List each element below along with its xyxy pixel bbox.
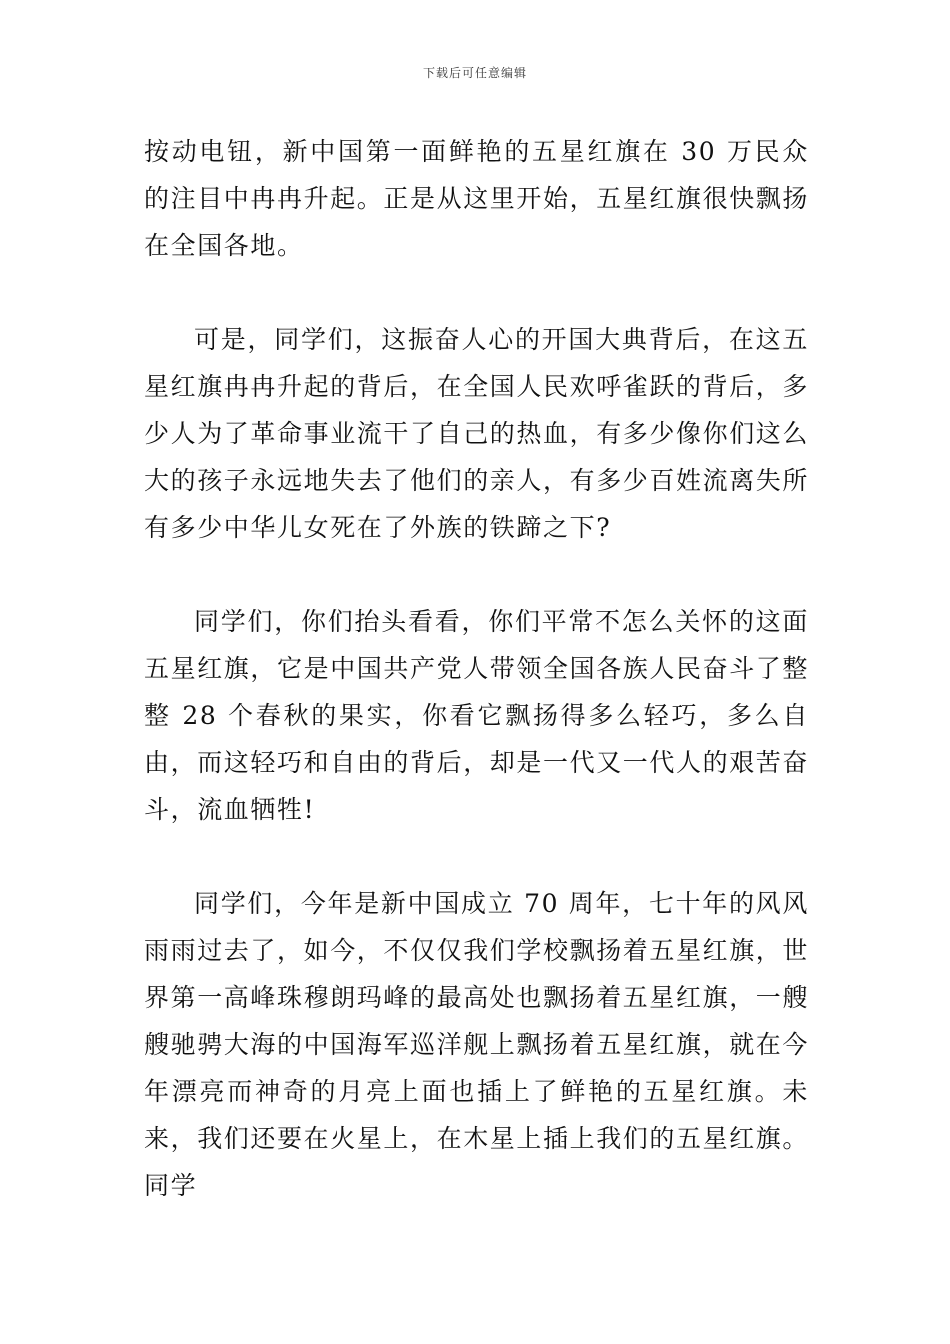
paragraph-3: 同学们，你们抬头看看，你们平常不怎么关怀的这面五星红旗，它是中国共产党人带领全国各族人民奋斗了整整 28 个春秋的果实，你看它飘扬得多么轻巧，多么自由，而这轻巧和自由的背后，却是一代又一代人的艰苦奋斗，流血牺牲! <box>144 607 810 824</box>
paragraph-4: 同学们，今年是新中国成立 70 周年，七十年的风风雨雨过去了，如今，不仅仅我们学校飘扬着五星红旗，世界第一高峰珠穆朗玛峰的最高处也飘扬着五星红旗，一艘艘驰骋大海的中国海军巡洋舰上飘扬着五星红旗，就在今年漂亮而神奇的月亮上面也插上了鲜艳的五星红旗。未来，我们还要在火星上，在木星上插上我们的五星红旗。同学 <box>144 889 810 1200</box>
document-body <box>144 128 809 1209</box>
paragraph-gap <box>144 833 809 880</box>
paragraph-gap <box>144 269 809 316</box>
paragraph-gap <box>144 551 809 598</box>
page-header-note: 下载后可任意编辑 <box>422 66 527 80</box>
paragraph-2: 可是，同学们，这振奋人心的开国大典背后，在这五星红旗冉冉升起的背后，在全国人民欢呼雀跃的背后，多少人为了革命事业流干了自己的热血，有多少像你们这么大的孩子永远地失去了他们的亲人，有多少百姓流离失所有多少中华儿女死在了外族的铁蹄之下? <box>144 325 810 542</box>
paragraph-1: 按动电钮，新中国第一面鲜艳的五星红旗在 30 万民众的注目中冉冉升起。正是从这里开始，五星红旗很快飘扬在全国各地。 <box>144 137 810 260</box>
